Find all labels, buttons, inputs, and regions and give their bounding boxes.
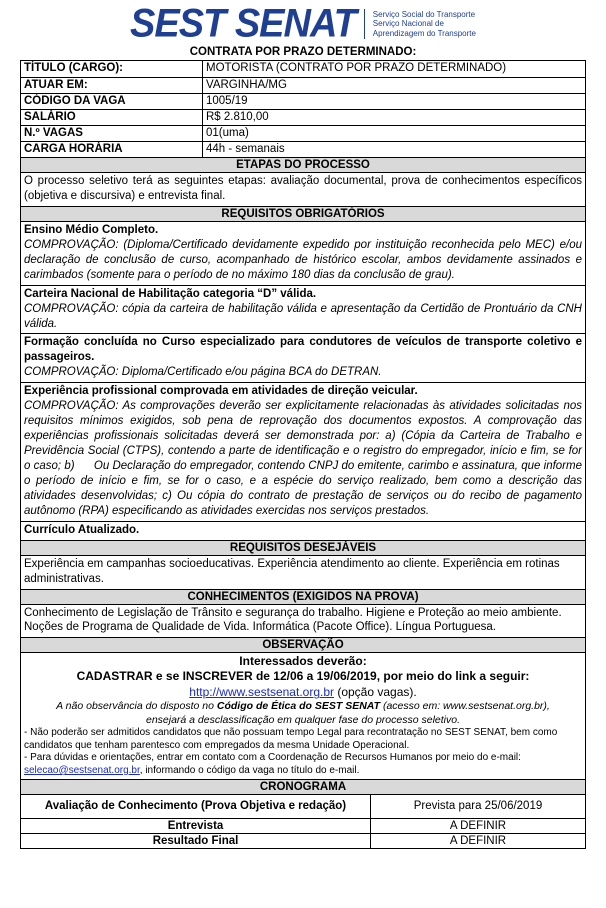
logo-subtitle-line: Serviço Social do Transporte <box>372 9 476 19</box>
ethics-notice-consequence: ensejará a desclassificação em qualquer fase do processo seletivo. <box>145 713 460 726</box>
observacao-instruction: CADASTRAR e se INSCREVER de 12/06 a 19/06/2019, por meio do link a seguir: <box>76 669 530 684</box>
schedule-row <box>20 795 586 819</box>
requirement-item <box>20 222 586 286</box>
ethics-notice <box>24 700 582 714</box>
job-info-row <box>21 109 585 125</box>
sest-senat-logo <box>20 1 586 47</box>
requirement-title: Carteira Nacional de Habilitação categoria “D” válida. <box>24 287 317 300</box>
job-info-row <box>21 125 585 141</box>
job-info-value: 44h - semanais <box>206 143 285 155</box>
requirement-proof: COMPROVAÇÃO: Diploma/Certificado e/ou página BCA do DETRAN. <box>24 366 382 379</box>
logo-wordmark: SEST SENAT <box>130 1 356 47</box>
schedule-stage: Resultado Final <box>21 834 371 848</box>
requirement-proof: COMPROVAÇÃO: As comprovações deverão ser explicitamente relacionadas às atividades solicitadas nos requisitos mínimos exigidos, sob pena de reprovação dos documentos expostos. A comprovação das experiências profissionais solicitadas deverá ser demonstrada por: a) (Cópia da Carteira de Trabalho e Previdência Social (CTPS), contendo a parte de identificação e o registro do empregador, início e fim, se for o caso; b) Ou Declaração do empregador, contendo CNPJ do emitente, carimbo e assinatura, que informe o período de início e fim, se for o caso, e a espécie do serviço realizado, bem como a descrição das atividades desenvolvidas; c) Ou cópia do contrato de prestação de serviços ou do recibo de pagamento autônomo (RPA) especificando as atividades exercidas nos serviços prestados. <box>24 400 586 517</box>
job-info-value: VARGINHA/MG <box>206 79 287 91</box>
contact-note-post: , informando o código da vaga no título do e-mail. <box>139 764 360 776</box>
logo-divider <box>364 9 365 39</box>
desejaveis-text: Experiência em campanhas socioeducativas. Experiência atendimento ao cliente. Experiência em rotinas administrativas. <box>20 556 586 590</box>
document-title: CONTRATA POR PRAZO DETERMINADO: <box>189 46 417 58</box>
observacao-link-line <box>24 684 582 700</box>
requirement-title: Ensino Médio Completo. <box>24 223 159 236</box>
observacao-box <box>20 653 586 780</box>
requirement-title: Formação concluída no Curso especializado para condutores de veículos de transporte coletivo e passageiros. <box>24 336 582 364</box>
schedule-stage: Entrevista <box>21 819 371 833</box>
schedule-date: A DEFINIR <box>449 820 507 833</box>
logo-subtitle <box>373 10 476 39</box>
requirement-item <box>20 383 586 521</box>
requirement-item <box>20 286 586 335</box>
logo-subtitle-line: Aprendizagem do Transporte <box>372 28 476 38</box>
job-info-label: SALÁRIO <box>21 110 203 125</box>
section-heading-etapas: ETAPAS DO PROCESSO <box>20 158 586 173</box>
etapas-text: O processo seletivo terá as seguintes etapas: avaliação documental, prova de conhecimentos específicos (objetiva e discursiva) e entrevista final. <box>20 173 586 207</box>
schedule-date: Prevista para 25/06/2019 <box>413 800 543 813</box>
ethics-notice-post: (acesso em: www.sestsenat.org.br), <box>380 700 550 713</box>
schedule-row <box>20 834 586 849</box>
observacao-contact-note <box>24 752 582 777</box>
ethics-notice-pre: A não observância do disposto no <box>56 700 217 713</box>
contact-note-pre: - Para dúvidas e orientações, entrar em contato com a Coordenação de Recursos Humanos por meio do e-mail: <box>24 752 521 764</box>
job-info-row <box>21 141 585 157</box>
requirement-proof: COMPROVAÇÃO: (Diploma/Certificado devidamente expedido por instituição reconhecida pelo MEC) e/ou declaração de conclusão de curso, acompanhado de histórico escolar, ambos devidamente assinados e carimbados (somente para o período de no máximo 180 dias da conclusão de grau). <box>24 238 582 281</box>
job-info-label: CÓDIGO DA VAGA <box>21 94 203 109</box>
job-info-value: 01(uma) <box>206 127 249 139</box>
requirement-title: Experiência profissional comprovada em atividades de direção veicular. <box>24 385 418 398</box>
job-info-row <box>21 61 585 77</box>
conhecimentos-text: Conhecimento de Legislação de Trânsito e segurança do trabalho. Higiene e Proteção ao meio ambiente. Noções de Programa de Qualidade de Vida. Informática (Pacote Office). Língua Portuguesa. <box>20 605 586 639</box>
job-info-value: 1005/19 <box>206 95 248 107</box>
job-info-value: MOTORISTA (CONTRATO POR PRAZO DETERMINADO) <box>206 62 507 74</box>
logo-subtitle-line: Serviço Nacional de <box>372 19 444 29</box>
observacao-note: - Não poderão ser admitidos candidatos que não possuam tempo Legal para recontratação no SEST SENAT, bem como candidatos que tenham parentesco com empregados da mesma Unidade Operacional. <box>24 727 558 751</box>
contact-email-link[interactable]: selecao@sestsenat.org.br <box>24 764 140 776</box>
section-heading-conhecimentos: CONHECIMENTOS (EXIGIDOS NA PROVA) <box>20 590 586 605</box>
job-info-row <box>21 93 585 109</box>
requirement-title: Currículo Atualizado. <box>24 523 140 536</box>
section-heading-desejaveis: REQUISITOS DESEJÁVEIS <box>20 541 586 556</box>
link-suffix: (opção vagas). <box>334 685 417 700</box>
ethics-code-name: Código de Ética do SEST SENAT <box>216 700 381 713</box>
requirement-item <box>20 334 586 383</box>
job-info-value: R$ 2.810,00 <box>206 111 269 123</box>
job-info-label: TÍTULO (CARGO): <box>21 61 203 77</box>
requirement-item <box>20 522 586 541</box>
section-heading-cronograma: CRONOGRAMA <box>20 780 586 795</box>
schedule-date: A DEFINIR <box>449 835 507 848</box>
job-info-label: CARGA HORÁRIA <box>21 142 203 157</box>
job-info-row <box>21 77 585 93</box>
schedule-row <box>20 819 586 834</box>
job-info-label: N.º VAGAS <box>21 126 203 141</box>
schedule-stage: Avaliação de Conhecimento (Prova Objetiva e redação) <box>21 795 371 818</box>
section-heading-observacao: OBSERVAÇÃO <box>20 638 586 653</box>
observacao-intro: Interessados deverão: <box>239 654 367 669</box>
section-heading-requisitos: REQUISITOS OBRIGATÓRIOS <box>20 207 586 222</box>
requirement-proof: COMPROVAÇÃO: cópia da carteira de habilitação válida e apresentação da Certidão de Prontuário da CNH válida. <box>24 302 582 330</box>
sestsenat-link[interactable]: http://www.sestsenat.org.br <box>189 685 334 700</box>
job-info-table <box>20 60 586 158</box>
job-info-label: ATUAR EM: <box>21 78 203 93</box>
